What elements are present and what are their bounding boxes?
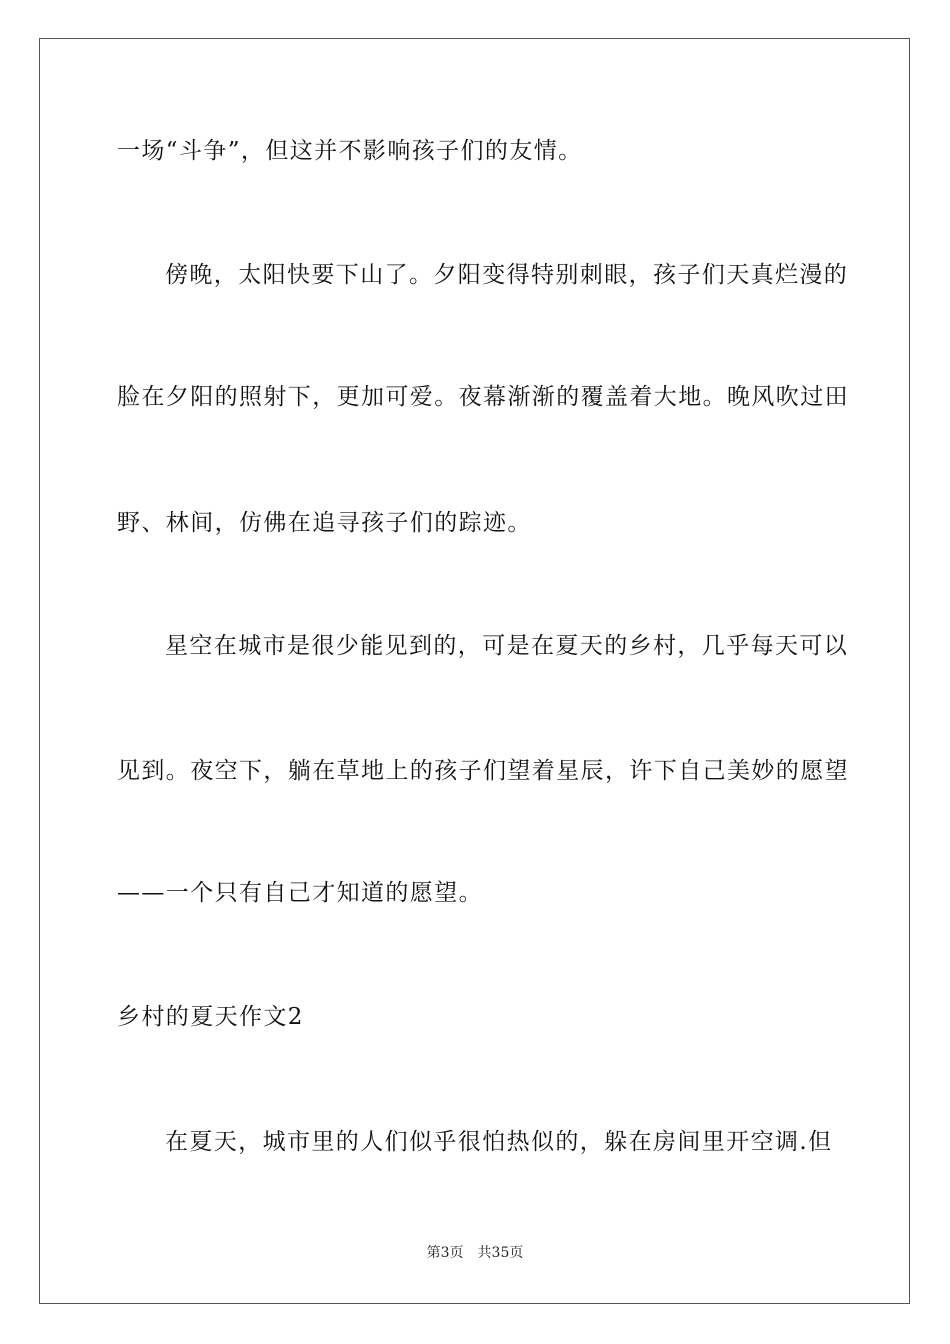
text-line-4: 野、林间，仿佛在追寻孩子们的踪迹。 xyxy=(117,510,532,536)
text-line-2: 傍晚，太阳快要下山了。夕阳变得特别刺眼，孩子们天真烂漫的 xyxy=(165,262,849,288)
text-line-1: 一场“斗争”，但这并不影响孩子们的友情。 xyxy=(117,138,583,164)
page-number-footer: 第3页 共35页 xyxy=(426,1245,524,1261)
text-line-7: ——一个只有自己才知道的愿望。 xyxy=(117,880,483,906)
text-line-8: 在夏天，城市里的人们似乎很怕热似的，躲在房间里开空调.但 xyxy=(165,1129,833,1155)
section-heading: 乡村的夏天作文2 xyxy=(117,1004,304,1030)
text-line-6: 见到。夜空下，躺在草地上的孩子们望着星辰，许下自己美妙的愿望 xyxy=(117,758,849,784)
text-line-3: 脸在夕阳的照射下，更加可爱。夜幕渐渐的覆盖着大地。晚风吹过田 xyxy=(117,384,849,410)
page-border xyxy=(39,38,910,1304)
text-line-5: 星空在城市是很少能见到的，可是在夏天的乡村，几乎每天可以 xyxy=(165,633,849,659)
